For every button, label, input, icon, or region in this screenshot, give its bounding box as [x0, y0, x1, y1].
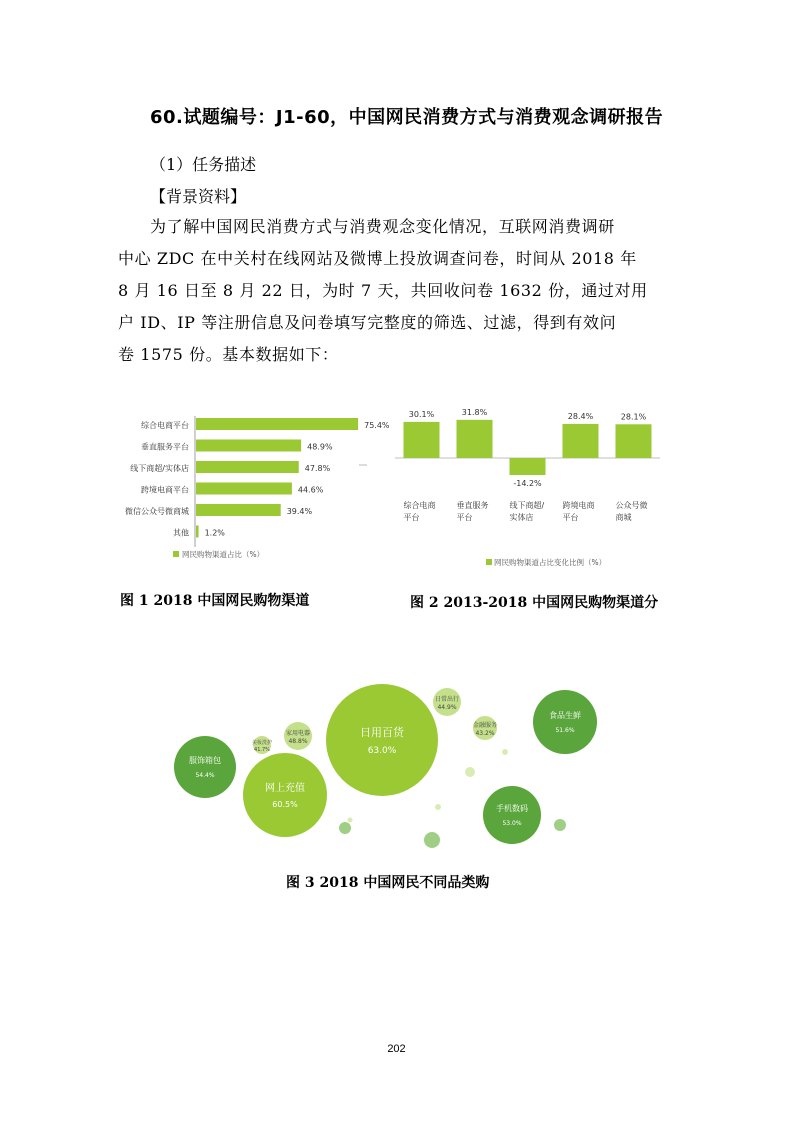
decorative-dot — [502, 749, 508, 755]
bubble-name: 日常出行 — [434, 696, 460, 703]
category-label: 平台 — [456, 513, 473, 522]
bubble-value: 63.0% — [367, 746, 397, 756]
category-label: 跨境电商平台 — [141, 485, 189, 495]
category-label: 平台 — [562, 513, 579, 522]
bubble-name: 美妆洗护 — [251, 740, 273, 746]
caption-fig3: 图 3 2018 中国网民不同品类购 — [286, 875, 490, 891]
bar — [196, 461, 299, 473]
bar — [457, 420, 493, 458]
category-label: 垂直服务 — [456, 501, 489, 510]
bubble-value: 53.0% — [502, 820, 522, 827]
category-label: 公众号微 — [615, 501, 648, 510]
category-label: 平台 — [403, 513, 420, 522]
value-label: 1.2% — [204, 528, 225, 538]
bubble-value: 54.4% — [195, 772, 215, 779]
decorative-bubble — [424, 832, 440, 848]
value-label: -14.2% — [513, 479, 542, 489]
bar — [616, 424, 652, 458]
category-label: 线下商超/ — [509, 501, 545, 510]
bubble — [533, 690, 597, 754]
category-label: 综合电商平台 — [141, 421, 189, 430]
value-label: 75.4% — [364, 421, 390, 430]
bar — [196, 504, 281, 516]
value-label: 30.1% — [408, 409, 435, 419]
decorative-dot — [465, 767, 475, 777]
bubble-value: 44.9% — [437, 704, 457, 711]
decorative-dot — [348, 818, 353, 823]
legend-swatch — [486, 559, 492, 565]
bubble-name: 金融服务 — [472, 722, 498, 729]
value-label: 39.4% — [286, 507, 313, 516]
category-label: 商城 — [615, 513, 632, 522]
category-label: 线下商超/实体店 — [130, 464, 189, 473]
section-heading: （1）任务描述 — [150, 155, 257, 174]
value-label: 44.6% — [297, 485, 324, 495]
paragraph-line: 中心 ZDC 在中关村在线网站及微博上投放调查问卷，时间从 2018 年 — [118, 249, 637, 268]
bubble-value: 60.5% — [272, 800, 298, 809]
bubble-name: 食品生鲜 — [549, 711, 581, 720]
category-label: 实体店 — [509, 513, 534, 522]
decorative-dot — [435, 804, 441, 810]
bar — [196, 418, 358, 430]
legend-label: 网民购物渠道占比（%） — [182, 550, 265, 559]
subsection-heading: 【背景资料】 — [150, 187, 247, 206]
value-label: 28.1% — [620, 412, 647, 422]
bubble-name: 家用电器 — [285, 730, 311, 737]
value-label: 28.4% — [567, 411, 594, 421]
chart-category-bubbles — [160, 670, 620, 860]
bubble-value: 43.2% — [475, 730, 495, 737]
bar — [196, 483, 292, 495]
bar — [404, 422, 440, 458]
bubble-value: 51.6% — [555, 727, 575, 734]
bubble-name: 网上充值 — [265, 783, 305, 794]
paragraph-line: 为了解中国网民消费方式与消费观念变化情况，互联网消费调研 — [150, 217, 615, 236]
bar — [196, 526, 199, 538]
category-label: 其他 — [173, 528, 189, 538]
chart-shopping-channels — [80, 410, 390, 570]
bubble-name: 服饰箱包 — [189, 756, 221, 765]
bar — [563, 424, 599, 458]
document-title: 60.试题编号：J1-60，中国网民消费方式与消费观念调研报告 — [150, 107, 664, 128]
bubble-name: 日用百货 — [360, 726, 404, 739]
category-label: 微信公众号微商城 — [125, 507, 189, 516]
bubble-value: 48.8% — [288, 738, 308, 745]
bubble — [483, 786, 541, 844]
decorative-bubble — [554, 819, 566, 831]
category-label: 垂直服务平台 — [141, 442, 189, 452]
bar — [196, 440, 301, 452]
bubble — [326, 684, 438, 796]
page-number: 202 — [387, 1043, 406, 1055]
bubble-value: 41.7% — [254, 747, 270, 753]
paragraph-line: 8 月 16 日至 8 月 22 日，为时 7 天，共回收问卷 1632 份，通过对用 — [118, 281, 648, 300]
background-paragraph — [118, 211, 678, 371]
value-label: 47.8% — [304, 464, 331, 473]
bubble — [243, 753, 327, 837]
caption-fig1: 图 1 2018 中国网民购物渠道 — [120, 593, 310, 609]
legend-label: 网民购物渠道占比变化比例（%） — [494, 558, 607, 567]
bubble-name: 手机数码 — [496, 804, 528, 813]
value-label: 31.8% — [461, 407, 488, 417]
category-label: 跨境电商 — [562, 501, 595, 510]
decorative-bubble — [339, 822, 351, 834]
paragraph-line: 卷 1575 份。基本数据如下： — [118, 345, 339, 364]
chart-channel-change — [355, 407, 675, 575]
category-label: 综合电商 — [403, 501, 436, 510]
value-label: 48.9% — [307, 442, 333, 452]
bar — [510, 458, 546, 475]
caption-fig2: 图 2 2013-2018 中国网民购物渠道分 — [410, 595, 659, 611]
bubble — [174, 736, 236, 798]
paragraph-line: 户 ID、IP 等注册信息及问卷填写完整度的筛选、过滤，得到有效问 — [118, 313, 617, 332]
legend-swatch — [173, 551, 179, 557]
